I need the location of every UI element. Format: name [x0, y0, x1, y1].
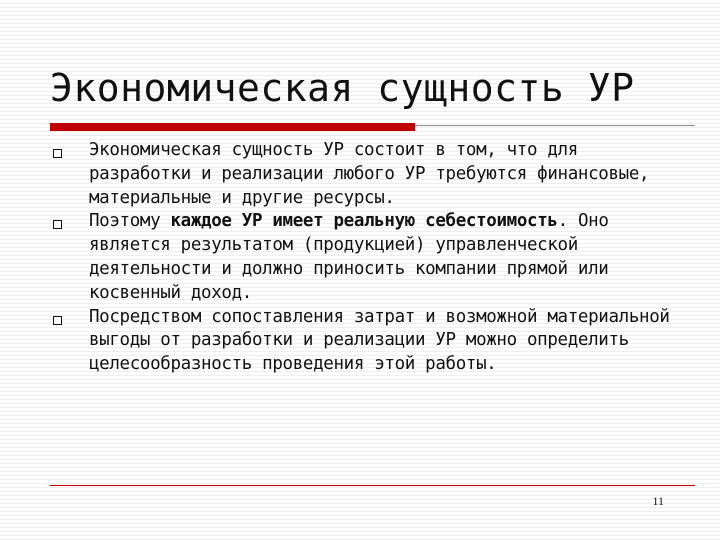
bullet-list — [53, 139, 673, 377]
bullet-text: Посредством сопоставления затрат и возможной материальной выгоды от разработки и реализации УР можно определить целесообразность проведения этой работы. — [89, 306, 670, 375]
bullet-text-tail: . Оно является результатом (продукцией) управленческой деятельности и должно приносить компании прямой или косвенный доход. — [89, 211, 609, 303]
bullet-item — [53, 139, 673, 210]
title-accent-bar — [50, 123, 415, 131]
bullet-item — [53, 210, 673, 305]
square-bullet-icon — [53, 220, 62, 229]
bullet-text — [89, 211, 609, 302]
bullet-text-lead: Поэтому — [89, 211, 171, 232]
bullet-text-emphasis: каждое УР имеет реальную себестоимость — [170, 211, 558, 232]
page-number: 11 — [652, 494, 664, 508]
slide-title: Экономическая сущность УР — [50, 66, 635, 110]
footer-rule — [50, 485, 695, 486]
square-bullet-icon — [53, 149, 62, 158]
bullet-text: Экономическая сущность УР состоит в том, что для разработки и реализации любого УР требуются финансовые, материальные и другие ресурсы. — [89, 140, 650, 208]
square-bullet-icon — [53, 316, 62, 325]
bullet-item — [53, 306, 673, 377]
